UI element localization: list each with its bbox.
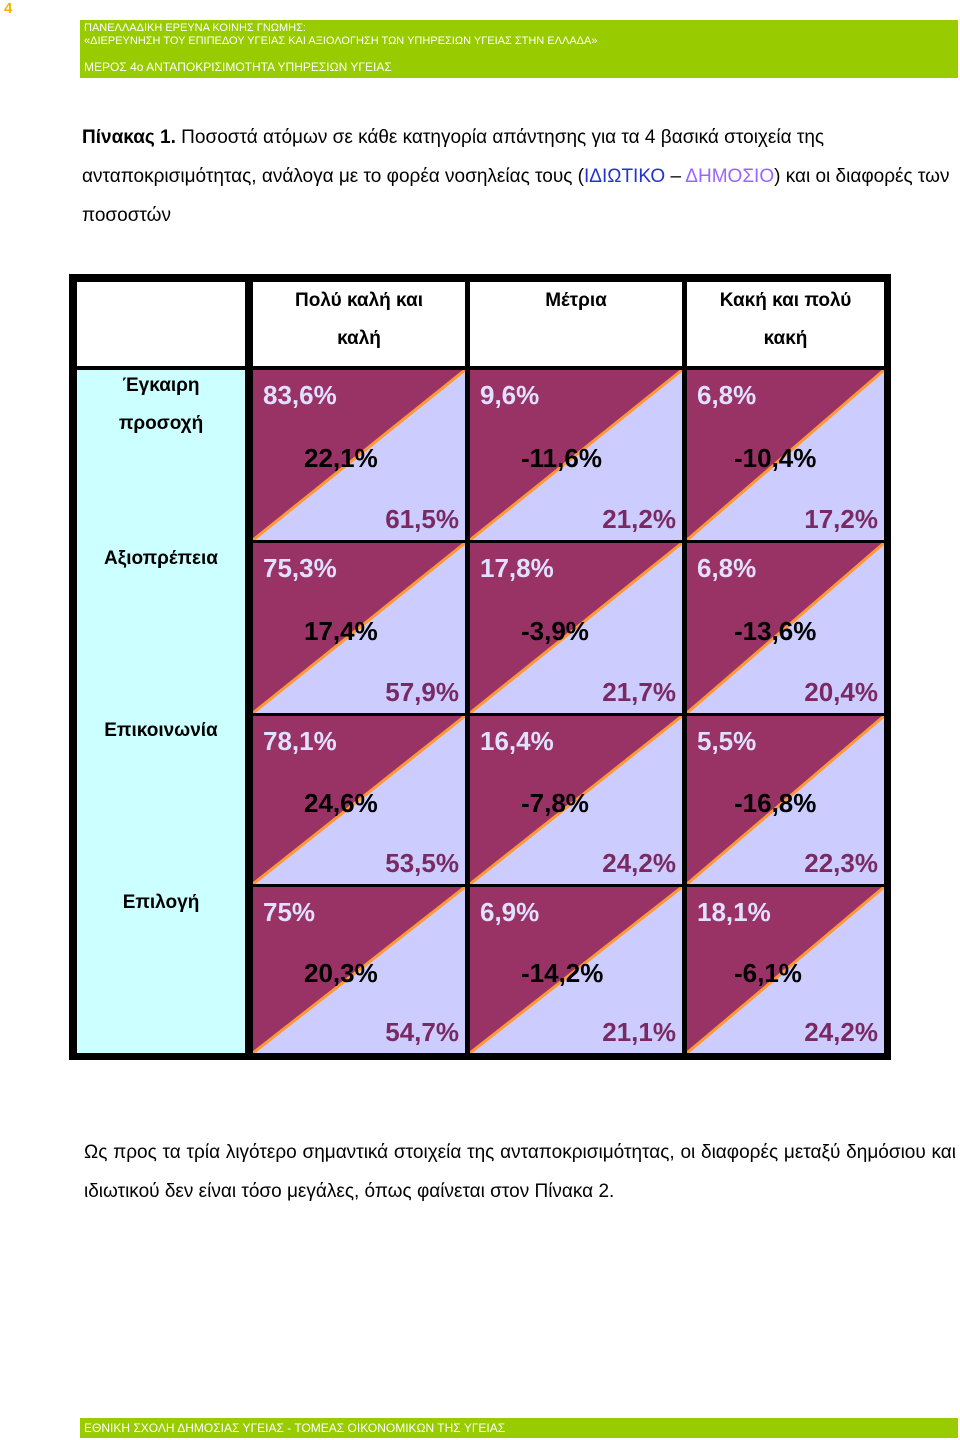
table-cell [253, 543, 465, 713]
page-number: 4 [4, 0, 13, 17]
public-value: 21,2% [602, 504, 676, 534]
difference-value: -11,6% [521, 443, 602, 473]
public-value: 22,3% [804, 848, 878, 878]
footer-text: ΕΘΝΙΚΗ ΣΧΟΛΗ ΔΗΜΟΣΙΑΣ ΥΓΕΙΑΣ - ΤΟΜΕΑΣ ΟΙΚΟΝΟΜΙΚΩΝ ΤΗΣ ΥΓΕΙΑΣ [84, 1421, 506, 1435]
private-value: 17,8% [480, 553, 554, 583]
difference-value: -10,4% [734, 443, 817, 473]
table-cell [470, 887, 682, 1053]
difference-value: 17,4% [304, 616, 378, 646]
page-header [80, 20, 958, 78]
difference-value: -6,1% [734, 958, 802, 988]
header-survey-title: ΠΑΝΕΛΛΑΔΙΚΗ ΕΡΕΥΝΑ ΚΟΙΝΗΣ ΓΝΩΜΗΣ: [84, 22, 306, 34]
private-value: 83,6% [263, 380, 337, 410]
private-value: 9,6% [480, 380, 540, 410]
private-value: 6,8% [697, 553, 757, 583]
table-cell [470, 716, 682, 884]
row-label-dignity: Αξιοπρέπεια [104, 548, 218, 569]
public-value: 54,7% [385, 1017, 459, 1047]
table-cell [687, 543, 884, 713]
header-study-title: «ΔΙΕΡΕΥΝΗΣΗ ΤΟΥ ΕΠΙΠΕΔΟΥ ΥΓΕΙΑΣ ΚΑΙ ΑΞΙΟΛΟΓΗΣΗ ΤΩΝ ΥΠΗΡΕΣΙΩΝ ΥΓΕΙΑΣ ΣΤΗΝ ΕΛΛΑΔΑ» [84, 35, 598, 47]
header-part-title: ΜΕΡΟΣ 4ο ΑΝΤΑΠΟΚΡΙΣΙΜΟΤΗΤΑ ΥΠΗΡΕΣΙΩΝ ΥΓΕΙΑΣ [84, 60, 392, 74]
public-value: 57,9% [385, 677, 459, 707]
column-header-bad [687, 282, 884, 366]
difference-value: -3,9% [521, 616, 589, 646]
table-cell [687, 716, 884, 884]
private-value: 6,9% [480, 897, 540, 927]
difference-value: -16,8% [734, 788, 817, 818]
row-label-choice: Επιλογή [122, 892, 200, 913]
page-footer [80, 1418, 958, 1438]
private-value: 16,4% [480, 726, 554, 756]
column-header-moderate-line1: Μέτρια [545, 290, 607, 311]
row-label-timely-attention-line1: Έγκαιρη [122, 375, 200, 396]
difference-value: -13,6% [734, 616, 817, 646]
public-value: 24,2% [602, 848, 676, 878]
row-label-timely-attention-line2: προσοχή [118, 413, 204, 434]
table-corner [77, 282, 245, 366]
caption-public: ΔΗΜΟΣΙΟ [685, 166, 775, 187]
caption-label: Πίνακας 1. [82, 127, 176, 148]
table-cell [687, 887, 884, 1053]
table-cell [253, 716, 465, 884]
private-value: 75% [263, 897, 316, 927]
table-cell [687, 370, 884, 540]
difference-value: 24,6% [304, 788, 378, 818]
column-header-good [253, 282, 465, 366]
column-header-good-line2: καλή [337, 328, 381, 349]
private-value: 6,8% [697, 380, 757, 410]
private-value: 75,3% [263, 553, 337, 583]
difference-value: 20,3% [304, 958, 378, 988]
table-cell [253, 370, 465, 540]
public-value: 17,2% [804, 504, 878, 534]
private-value: 5,5% [697, 726, 757, 756]
difference-value: -7,8% [521, 788, 589, 818]
table-cell [470, 370, 682, 540]
difference-value: -14,2% [521, 958, 604, 988]
public-value: 53,5% [385, 848, 459, 878]
private-value: 78,1% [263, 726, 337, 756]
public-value: 24,2% [804, 1017, 878, 1047]
caption-dash: – [665, 166, 686, 187]
public-value: 61,5% [385, 504, 459, 534]
row-label-timely-attention [77, 367, 245, 443]
column-header-good-line1: Πολύ καλή και [295, 290, 423, 311]
public-value: 21,1% [602, 1017, 676, 1047]
caption-private: ΙΔΙΩΤΙΚΟ [584, 166, 666, 187]
row-label-communication: Επικοινωνία [104, 720, 218, 741]
column-header-bad-line1: Κακή και πολύ [719, 290, 852, 311]
public-value: 20,4% [804, 677, 878, 707]
difference-value: 22,1% [304, 443, 378, 473]
caption-text-end: ) και οι διαφορές των ποσοστών [82, 166, 950, 226]
private-value: 18,1% [697, 897, 771, 927]
table-caption [82, 118, 958, 235]
caption-text: Ποσοστά ατόμων σε κάθε κατηγορία απάντησης για τα 4 βασικά στοιχεία της ανταποκρισιμότητας, ανάλογα με το φορέα νοσηλείας τους ( [82, 127, 825, 187]
table-cell [253, 887, 465, 1053]
body-paragraph: Ως προς τα τρία λιγότερο σημαντικά στοιχεία της ανταποκρισιμότητας, οι διαφορές μεταξύ δημόσιου και ιδιωτικού δεν είναι τόσο μεγάλες, όπως φαίνεται στον Πίνακα 2. [84, 1142, 956, 1202]
table-cell [470, 543, 682, 713]
column-header-bad-line2: κακή [763, 328, 808, 349]
column-header-moderate [470, 282, 682, 366]
public-value: 21,7% [602, 677, 676, 707]
